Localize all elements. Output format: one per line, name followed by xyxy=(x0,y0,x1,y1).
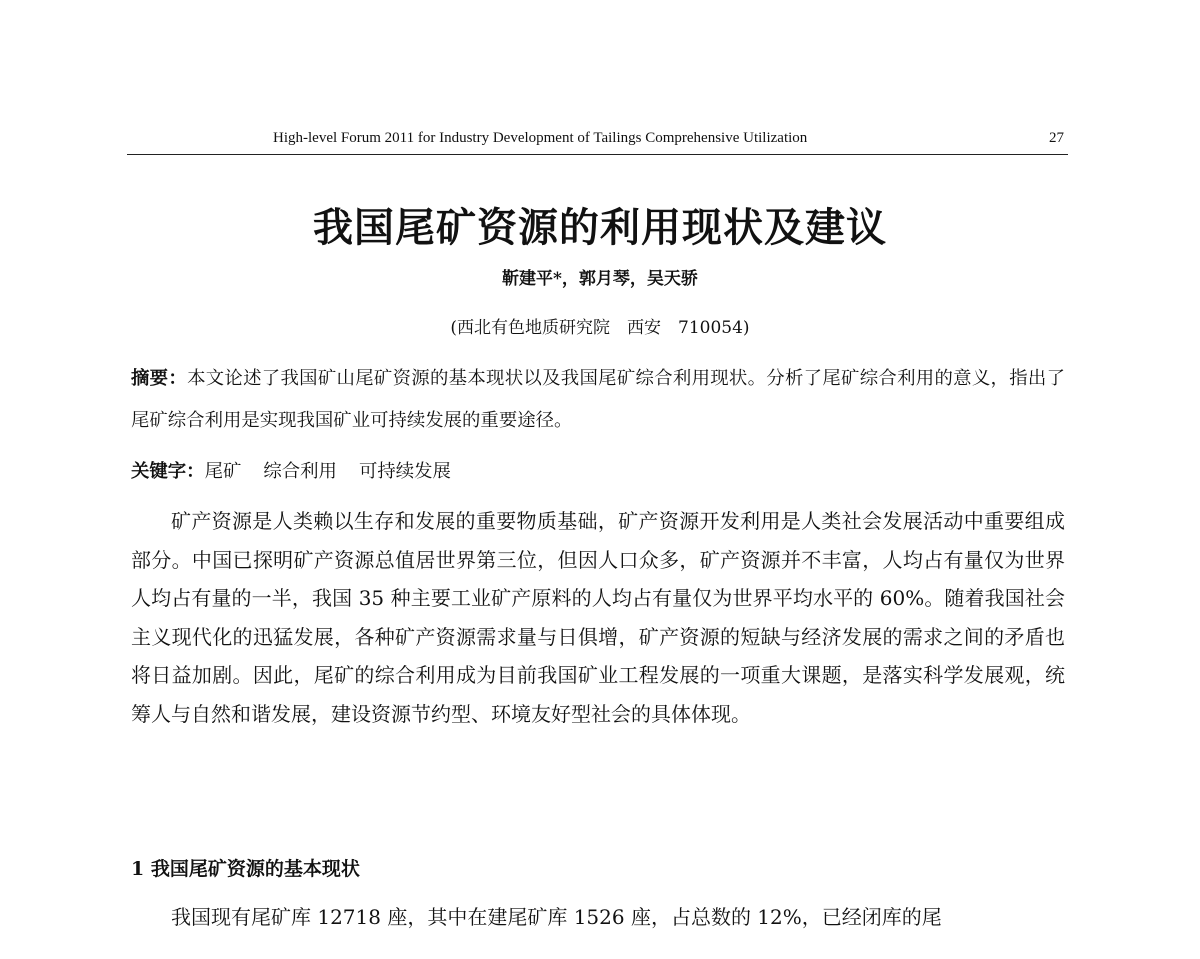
keyword: 综合利用 xyxy=(263,461,337,482)
abstract-label: 摘要： xyxy=(131,368,188,389)
keywords-label: 关键字： xyxy=(131,461,205,482)
section-heading: 1 我国尾矿资源的基本现状 xyxy=(131,858,360,880)
keyword: 尾矿 xyxy=(204,461,242,482)
journal-name: High-level Forum 2011 for Industry Development of Tailings Comprehensive Utilization xyxy=(273,130,808,146)
section-paragraph: 我国现有尾矿库 12718 座，其中在建尾矿库 1526 座，占总数的 12%，已经闭库的尾 xyxy=(171,905,942,929)
keywords xyxy=(131,457,473,483)
article-authors: 靳建平*，郭月琴，吴天骄 xyxy=(502,269,698,289)
running-header xyxy=(127,128,1068,155)
keyword: 可持续发展 xyxy=(358,461,451,482)
abstract-text: 本文论述了我国矿山尾矿资源的基本现状以及我国尾矿综合利用现状。分析了尾矿综合利用的意义，指出了尾矿综合利用是实现我国矿业可持续发展的重要途径。 xyxy=(131,368,1065,431)
article-affiliation: (西北有色地质研究院 西安 710054) xyxy=(450,318,750,338)
article-title: 我国尾矿资源的利用现状及建议 xyxy=(313,205,887,251)
page-number: 27 xyxy=(1049,130,1064,146)
abstract xyxy=(131,358,1065,442)
intro-paragraph: 矿产资源是人类赖以生存和发展的重要物质基础，矿产资源开发利用是人类社会发展活动中重要组成部分。中国已探明矿产资源总值居世界第三位，但因人口众多，矿产资源并不丰富，人均占有量仅为世界人均占有量的一半，我国 35 种主要工业矿产原料的人均占有量仅为世界平均水平的 60%。随着我国社会主义现代化的迅猛发展，各种矿产资源需求量与日俱增，矿产资源的短缺与经济发展的需求之间的矛盾也将日益加剧。因此，尾矿的综合利用成为目前我国矿业工程发展的一项重大课题，是落实科学发展观，统筹人与自然和谐发展，建设资源节约型、环境友好型社会的具体体现。 xyxy=(131,509,1065,726)
